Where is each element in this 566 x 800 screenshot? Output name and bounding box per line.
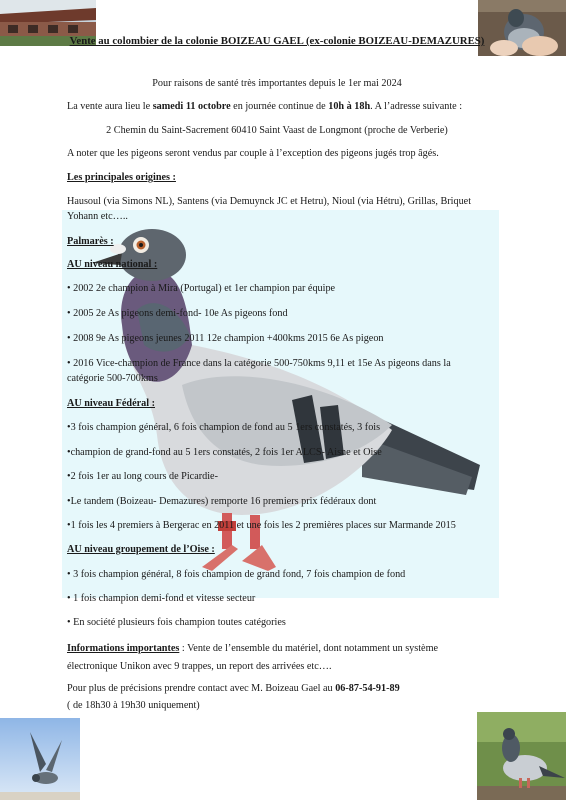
origins-text: Hausoul (via Simons NL), Santens (via Demuynck JC et Hetru), Nioul (via Hétru), Grillas, Briquet Yohann etc….. xyxy=(67,196,472,222)
group-item: • En société plusieurs fois champion toutes catégories xyxy=(67,617,286,628)
sale-date-text-3: . A l’adresse suivante : xyxy=(370,101,463,112)
national-item: • 2008 9e As pigeons jeunes 2011 12e champion +400kms 2015 6e As pigeon xyxy=(67,333,384,344)
group-item: • 3 fois champion général, 8 fois champion de grand fond, 7 fois champion de fond xyxy=(67,569,406,580)
federal-item: •1 fois les 4 premiers à Bergerac en 2011 et une fois les 2 premières places sur Marmande 2015 xyxy=(67,520,456,531)
sale-date-line xyxy=(67,99,487,114)
national-heading: AU niveau national : xyxy=(67,259,158,270)
contact-info xyxy=(67,680,487,714)
origins-heading: Les principales origines : xyxy=(67,172,176,183)
federal-item: •2 fois 1er au long cours de Picardie- xyxy=(67,471,218,482)
contact-phone: 06-87-54-91-89 xyxy=(335,683,400,694)
sale-date-text-2: en journée continue de xyxy=(230,101,329,112)
national-item: • 2005 2e As pigeons demi-fond- 10e As pigeons fond xyxy=(67,308,288,319)
palmares-heading: Palmarès : xyxy=(67,236,114,247)
group-heading: AU niveau groupement de l’Oise : xyxy=(67,544,215,555)
contact-text: Pour plus de précisions prendre contact avec M. Boizeau Gael au xyxy=(67,683,336,694)
national-item: • 2002 2e champion à Mira (Portugal) et 1er champion par équipe xyxy=(67,283,336,294)
pigeon-in-hand-photo xyxy=(478,0,566,56)
sale-date: samedi 11 octobre xyxy=(152,101,231,112)
sale-note: A noter que les pigeons seront vendus par couple à l’exception des pigeons jugés trop âgés. xyxy=(67,148,439,159)
sale-address: 2 Chemin du Saint-Sacrement 60410 Saint Vaast de Longmont (proche de Verberie) xyxy=(106,125,448,136)
standing-pigeon-photo xyxy=(477,712,566,800)
important-info xyxy=(67,640,487,676)
important-info-text: : Vente de l’ensemble du matériel, dont notamment un système électronique Unikon avec 9 trappes, un report des arrivées etc…. xyxy=(67,643,439,672)
federal-item: •champion de grand-fond au 5 1ers constatés, 2 fois 1er ALCS- Aisne et Oise xyxy=(67,447,382,458)
flying-pigeon-photo xyxy=(0,718,80,800)
national-item: • 2016 Vice-champion de France dans la catégorie 500-750kms 9,11 et 15e As pigeons dans la catégorie 500-700kms xyxy=(67,358,451,384)
health-reason: Pour raisons de santé très importantes depuis le 1er mai 2024 xyxy=(152,78,402,89)
page-title: Vente au colombier de la colonie BOIZEAU GAEL (ex-colonie BOIZEAU-DEMAZURES) xyxy=(69,35,485,47)
federal-heading: AU niveau Fédéral : xyxy=(67,398,155,409)
federal-item: •Le tandem (Boizeau- Demazures) remporte 16 premiers prix fédéraux dont xyxy=(67,496,377,507)
important-info-heading: Informations importantes xyxy=(67,643,180,654)
sale-date-text-1: La vente aura lieu le xyxy=(67,101,153,112)
sale-hours: 10h à 18h xyxy=(328,101,371,112)
federal-item: •3 fois champion général, 6 fois champion de fond au 5 1ers constatés, 3 fois xyxy=(67,422,381,433)
contact-hours: ( de 18h30 à 19h30 uniquement) xyxy=(67,700,200,711)
group-item: • 1 fois champion demi-fond et vitesse secteur xyxy=(67,593,256,604)
